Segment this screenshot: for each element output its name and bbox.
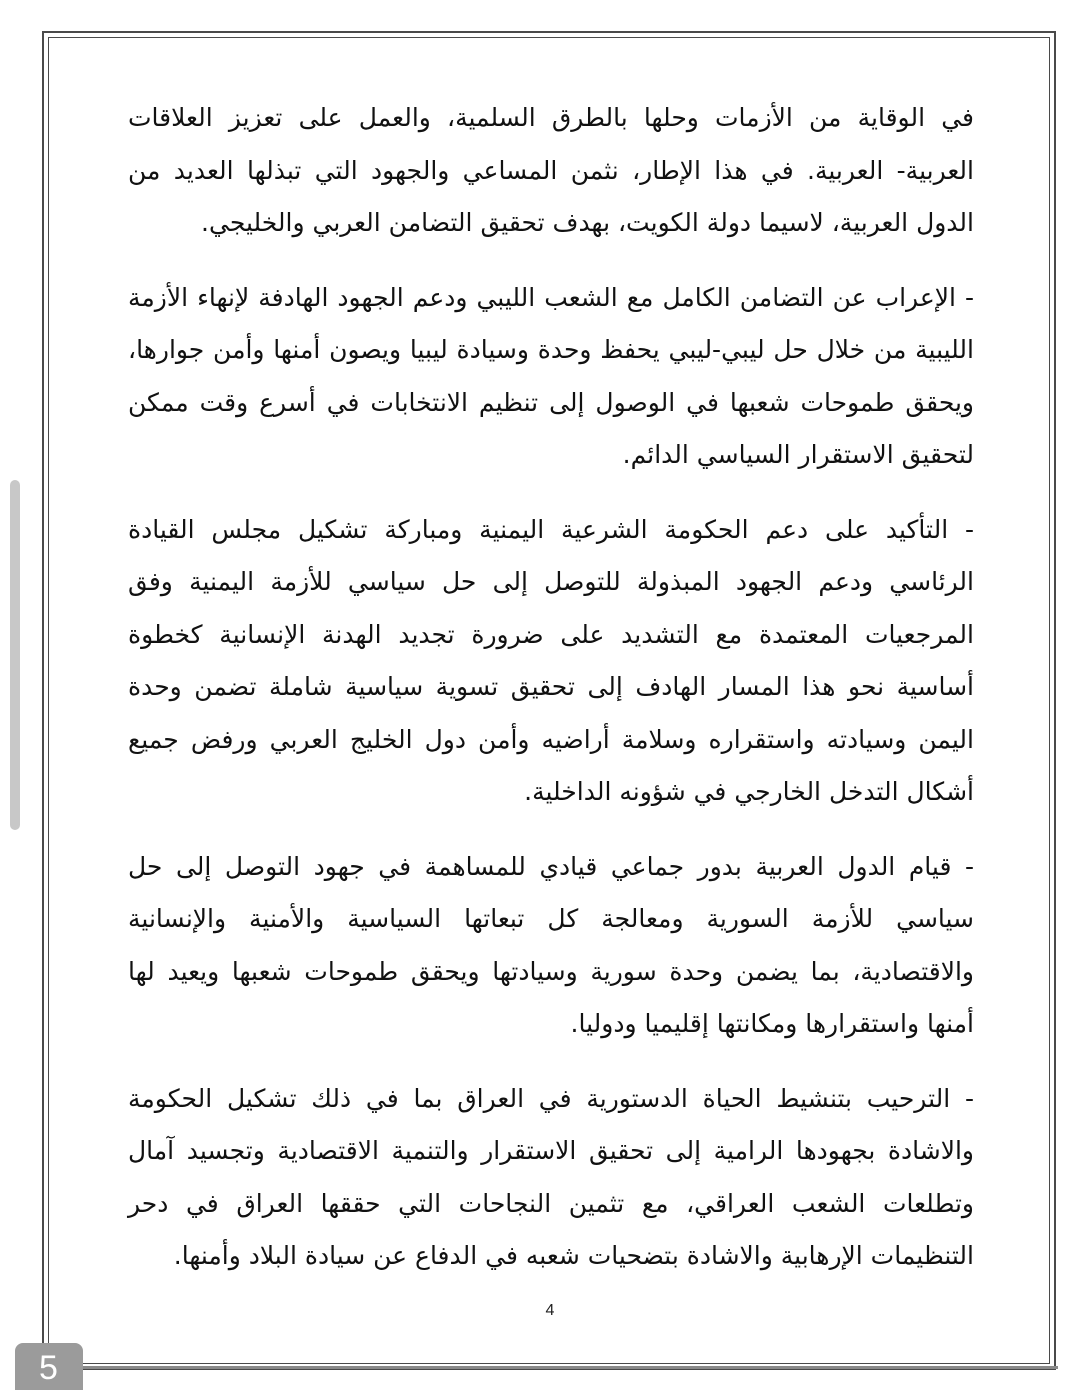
- paragraph-arab-relations: في الوقاية من الأزمات وحلها بالطرق السلمية، والعمل على تعزيز العلاقات العربية- العربية. في هذا الإطار، نثمن المساعي والجهود التي تبذلها العديد من الدول العربية، لاسيما دولة الكويت، بهدف تحقيق التضامن العربي والخليجي.: [128, 103, 974, 237]
- paragraph-iraq: - الترحيب بتنشيط الحياة الدستورية في العراق بما في ذلك تشكيل الحكومة والاشادة بجهودها الرامية إلى تحقيق الاستقرار والتنمية الاقتصادية وتجسيد آمال وتطلعات الشعب العراقي، مع تثمين النجاحات التي حققها العراق في دحر التنظيمات الإرهابية والاشادة بتضحيات شعبه في الدفاع عن سيادة البلاد وأمنها.: [128, 1083, 974, 1270]
- paragraph-libya: - الإعراب عن التضامن الكامل مع الشعب الليبي ودعم الجهود الهادفة لإنهاء الأزمة الليبية من خلال حل ليبي-ليبي يحفظ وحدة وسيادة ليبيا ويصون أمنها وأمن جوارها، ويحقق طموحات شعبها في الوصول إلى تنظيم الانتخابات في أسرع وقت ممكن لتحقيق الاستقرار السياسي الدائم.: [128, 282, 974, 469]
- scrollbar[interactable]: [10, 480, 20, 830]
- document-body: [128, 92, 974, 1305]
- paragraph-yemen: - التأكيد على دعم الحكومة الشرعية اليمنية ومباركة تشكيل مجلس القيادة الرئاسي ودعم الجهود المبذولة للتوصل إلى حل سياسي للأزمة اليمنية وفق المرجعيات المعتمدة مع التشديد على ضرورة تجديد الهدنة الإنسانية كخطوة أساسية نحو هذا المسار الهادف إلى تحقيق تسوية سياسية شاملة تضمن وحدة اليمن وسيادته واستقراره وسلامة أراضيه وأمن دول الخليج العربي ورفض جميع أشكال التدخل الخارجي في شؤونه الداخلية.: [128, 514, 974, 806]
- page-shadow: [56, 1366, 1058, 1369]
- page-indicator-badge[interactable]: 5: [15, 1343, 83, 1390]
- page-number: 4: [545, 1302, 555, 1319]
- paragraph-syria: - قيام الدول العربية بدور جماعي قيادي للمساهمة في جهود التوصل إلى حل سياسي للأزمة السورية ومعالجة كل تبعاتها السياسية والأمنية والإنسانية والاقتصادية، بما يضمن وحدة سورية وسيادتها ويحقق طموحات شعبها ويعيد لها أمنها واستقرارها ومكانتها إقليميا ودوليا.: [128, 851, 974, 1038]
